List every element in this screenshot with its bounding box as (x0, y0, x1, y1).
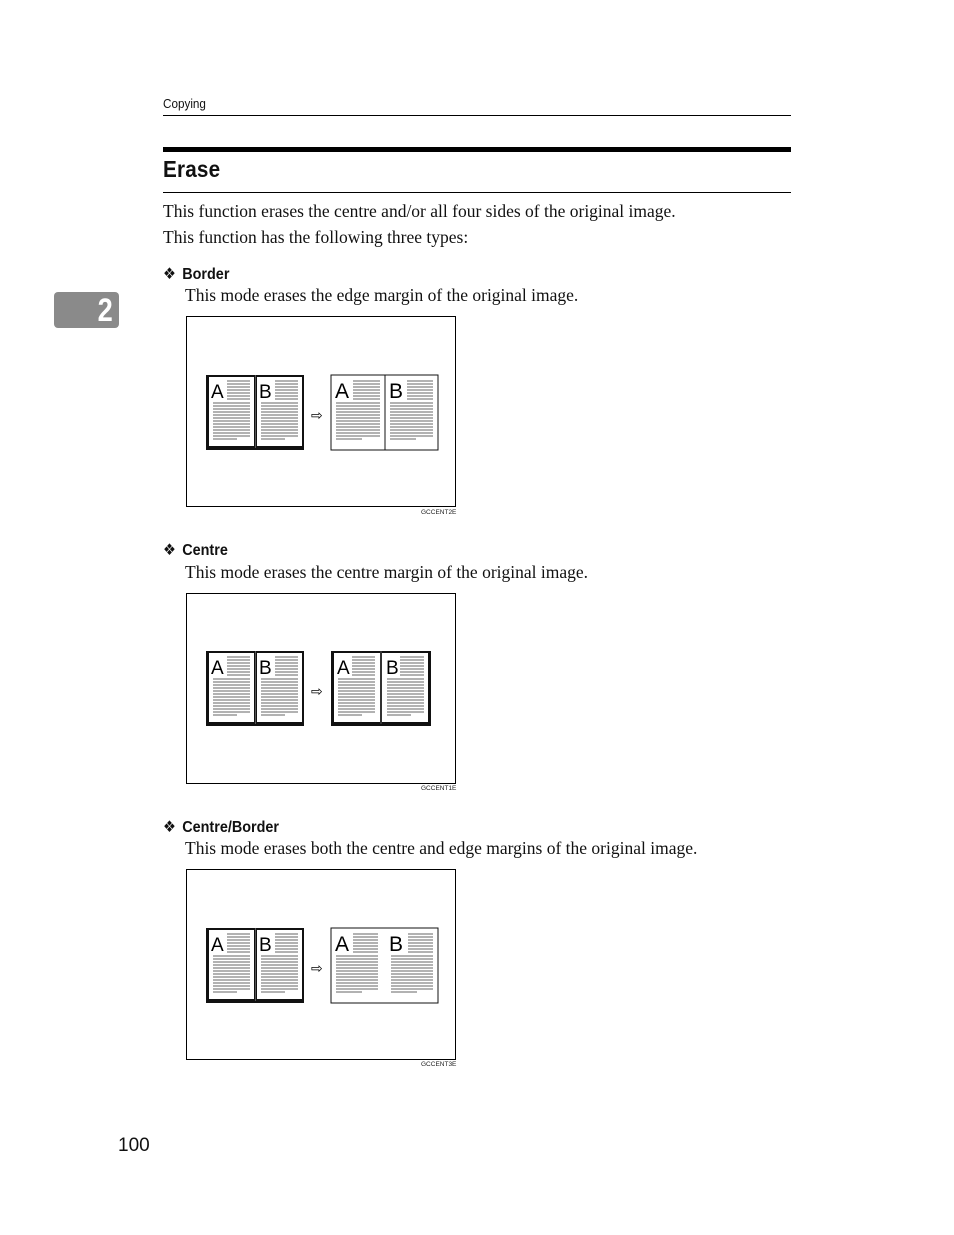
title-bar (163, 147, 791, 152)
running-head: Copying (163, 96, 206, 111)
letter-a: A (211, 382, 224, 403)
letter-b: B (389, 933, 404, 956)
arrow-icon: ⇨ (311, 684, 323, 700)
border-illustration (187, 317, 455, 506)
centre-border-figure (186, 869, 456, 1060)
mode-heading-centre (163, 540, 228, 560)
header-rule (163, 115, 791, 116)
letter-b: B (259, 935, 272, 956)
mode-heading-centre-border (163, 817, 279, 837)
mode-description-centre: This mode erases the centre margin of the original image. (185, 562, 589, 582)
border-figure (186, 316, 456, 507)
arrow-icon: ⇨ (311, 961, 323, 977)
figure-code: GCCENT3E (421, 1061, 457, 1068)
mode-description-centre-border: This mode erases both the centre and edge margins of the original image. (185, 838, 698, 858)
letter-a: A (211, 658, 224, 679)
diamond-bullet-icon: ❖ (163, 266, 176, 283)
letter-a: A (335, 933, 350, 956)
letter-a: A (337, 658, 350, 679)
letter-b: B (386, 658, 399, 679)
mode-name: Centre/Border (182, 819, 280, 836)
letter-a: A (211, 935, 224, 956)
letter-a: A (335, 380, 350, 403)
mode-heading-border (163, 264, 229, 284)
letter-b: B (259, 658, 272, 679)
figure-code: GCCENT1E (421, 785, 457, 792)
letter-b: B (389, 380, 404, 403)
mode-name: Border (182, 266, 230, 283)
mode-name: Centre (182, 542, 228, 559)
centre-figure (186, 593, 456, 784)
chapter-number: 2 (97, 292, 113, 328)
figure-code: GCCENT2E (421, 509, 457, 516)
intro-line-1: This function erases the centre and/or all four sides of the original image. (163, 201, 676, 221)
centre-border-illustration (187, 870, 455, 1059)
intro-line-2: This function has the following three types: (163, 227, 469, 247)
arrow-icon: ⇨ (311, 408, 323, 424)
chapter-tab (54, 292, 119, 328)
title-rule (163, 192, 791, 193)
section-title: Erase (163, 156, 221, 182)
diamond-bullet-icon: ❖ (163, 819, 176, 836)
diamond-bullet-icon: ❖ (163, 542, 176, 559)
mode-description-border: This mode erases the edge margin of the original image. (185, 285, 579, 305)
centre-illustration (187, 594, 455, 783)
letter-b: B (259, 382, 272, 403)
page-number: 100 (118, 1135, 150, 1156)
